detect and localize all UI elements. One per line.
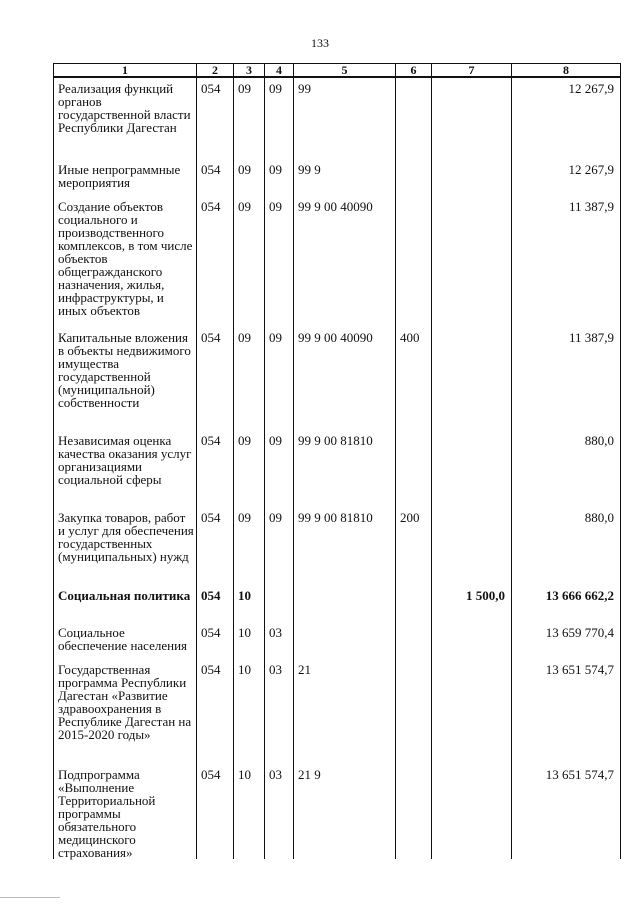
cell-col-4: 09 — [265, 196, 294, 327]
cell-col-6 — [396, 622, 432, 659]
cell-col-4: 09 — [265, 77, 294, 159]
cell-col-7 — [432, 622, 512, 659]
cell-col-8: 880,0 — [512, 507, 621, 585]
cell-col-2: 054 — [197, 77, 234, 159]
cell-col-8: 13 651 574,7 — [512, 659, 621, 764]
cell-col-6 — [396, 585, 432, 622]
cell-col-5: 99 9 00 81810 — [294, 507, 396, 585]
budget-table — [53, 63, 621, 859]
cell-col-3: 10 — [234, 659, 265, 764]
header-col-2: 2 — [197, 64, 234, 78]
cell-col-4: 03 — [265, 659, 294, 764]
cell-col-8: 880,0 — [512, 430, 621, 507]
cell-col-3: 10 — [234, 622, 265, 659]
cell-col-4: 03 — [265, 764, 294, 859]
header-col-1: 1 — [54, 64, 197, 78]
cell-name: Реализация функций органов государственной власти Республики Дагестан — [54, 77, 197, 159]
cell-col-6 — [396, 430, 432, 507]
cell-col-8: 13 666 662,2 — [512, 585, 621, 622]
cell-col-2: 054 — [197, 196, 234, 327]
cell-col-2: 054 — [197, 764, 234, 859]
cell-col-3: 09 — [234, 430, 265, 507]
cell-col-8: 13 651 574,7 — [512, 764, 621, 859]
table-row — [54, 764, 621, 859]
header-col-5: 5 — [294, 64, 396, 78]
cell-col-8: 11 387,9 — [512, 196, 621, 327]
cell-col-5: 21 — [294, 659, 396, 764]
cell-col-5 — [294, 622, 396, 659]
cell-col-6 — [396, 659, 432, 764]
cell-col-6 — [396, 764, 432, 859]
cell-col-3: 10 — [234, 585, 265, 622]
cell-col-2: 054 — [197, 159, 234, 196]
cell-col-7 — [432, 327, 512, 430]
cell-col-6: 200 — [396, 507, 432, 585]
cell-col-2: 054 — [197, 327, 234, 430]
cell-col-2: 054 — [197, 585, 234, 622]
cell-col-4: 09 — [265, 507, 294, 585]
cell-col-7 — [432, 196, 512, 327]
page-edge-line — [0, 897, 60, 898]
cell-col-5: 21 9 — [294, 764, 396, 859]
table-row — [54, 159, 621, 196]
cell-col-8: 12 267,9 — [512, 159, 621, 196]
header-col-3: 3 — [234, 64, 265, 78]
cell-col-7 — [432, 659, 512, 764]
cell-col-2: 054 — [197, 622, 234, 659]
header-col-6: 6 — [396, 64, 432, 78]
table-row — [54, 659, 621, 764]
cell-col-3: 09 — [234, 507, 265, 585]
cell-name: Государственная программа Республики Дагестан «Развитие здравоохранения в Республике Дагестан на 2015-2020 годы» — [54, 659, 197, 764]
header-col-8: 8 — [512, 64, 621, 78]
cell-col-4: 03 — [265, 622, 294, 659]
header-col-4: 4 — [265, 64, 294, 78]
cell-col-7 — [432, 507, 512, 585]
cell-col-5: 99 — [294, 77, 396, 159]
cell-col-7 — [432, 77, 512, 159]
table-row — [54, 585, 621, 622]
header-col-7: 7 — [432, 64, 512, 78]
cell-name: Закупка товаров, работ и услуг для обеспечения государственных (муниципальных) нужд — [54, 507, 197, 585]
cell-col-5: 99 9 — [294, 159, 396, 196]
cell-col-2: 054 — [197, 430, 234, 507]
cell-col-6 — [396, 159, 432, 196]
table-header-row — [54, 64, 621, 78]
cell-col-5: 99 9 00 40090 — [294, 196, 396, 327]
cell-col-7 — [432, 764, 512, 859]
cell-col-3: 09 — [234, 327, 265, 430]
cell-col-4: 09 — [265, 430, 294, 507]
cell-col-7 — [432, 159, 512, 196]
cell-col-2: 054 — [197, 507, 234, 585]
cell-name: Независимая оценка качества оказания услуг организациями социальной сферы — [54, 430, 197, 507]
cell-name: Иные непрограммные мероприятия — [54, 159, 197, 196]
cell-col-8: 13 659 770,4 — [512, 622, 621, 659]
cell-col-4: 09 — [265, 159, 294, 196]
cell-col-6 — [396, 196, 432, 327]
table-row — [54, 196, 621, 327]
cell-col-3: 10 — [234, 764, 265, 859]
cell-name: Капитальные вложения в объекты недвижимого имущества государственной (муниципальной) собственности — [54, 327, 197, 430]
cell-name: Социальное обеспечение населения — [54, 622, 197, 659]
cell-col-4 — [265, 585, 294, 622]
cell-col-2: 054 — [197, 659, 234, 764]
cell-col-8: 12 267,9 — [512, 77, 621, 159]
cell-col-5: 99 9 00 40090 — [294, 327, 396, 430]
cell-col-8: 11 387,9 — [512, 327, 621, 430]
page-number: 133 — [311, 36, 329, 50]
table-row — [54, 327, 621, 430]
cell-col-4: 09 — [265, 327, 294, 430]
table-row — [54, 507, 621, 585]
cell-col-5 — [294, 585, 396, 622]
cell-name: Создание объектов социального и производственного комплексов, в том числе объектов общегражданского назначения, жилья, инфраструктуры, и иных объектов — [54, 196, 197, 327]
cell-col-3: 09 — [234, 196, 265, 327]
cell-col-6 — [396, 77, 432, 159]
cell-col-5: 99 9 00 81810 — [294, 430, 396, 507]
cell-name: Подпрограмма «Выполнение Территориальной программы обязательного медицинского страхования» — [54, 764, 197, 859]
table-row — [54, 622, 621, 659]
table-row — [54, 77, 621, 159]
cell-col-3: 09 — [234, 77, 265, 159]
table-row — [54, 430, 621, 507]
cell-col-7 — [432, 430, 512, 507]
cell-name: Социальная политика — [54, 585, 197, 622]
cell-col-3: 09 — [234, 159, 265, 196]
cell-col-7: 1 500,0 — [432, 585, 512, 622]
cell-col-6: 400 — [396, 327, 432, 430]
